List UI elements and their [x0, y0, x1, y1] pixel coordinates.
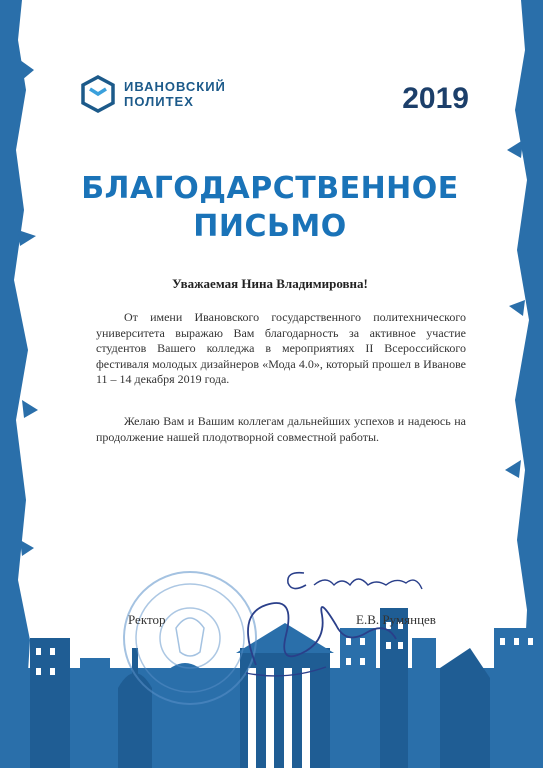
university-logo [78, 74, 226, 114]
body-paragraph-2: Желаю Вам и Вашим коллегам дальнейших успехов и надеюсь на продолжение нашей плодотворной совместной работы. [96, 414, 466, 444]
title-line-2: ПИСЬМО [193, 209, 347, 244]
logo-line-1: ИВАНОВСКИЙ [124, 79, 226, 94]
title-line-1: БЛАГОДАРСТВЕННОЕ [81, 171, 459, 206]
signatory-position: Ректор [128, 612, 166, 627]
signatory-name: Е.В. Румянцев [356, 612, 436, 627]
body-paragraph-1: От имени Ивановского государственного политехнического университета выражаю Вам благодарность за активное участие студентов Вашего колледжа в мероприятиях II Всероссийского фестиваля молодых дизайнеров «Мода 4.0», который прошел в Иванове 11 – 14 декабря 2019 года. [96, 310, 466, 386]
greeting: Уважаемая Нина Владимировна! [172, 276, 368, 291]
year-label: 2019 [402, 82, 469, 115]
logo-line-2: ПОЛИТЕХ [124, 94, 194, 109]
logo-text [124, 79, 226, 109]
document-title [60, 170, 480, 246]
logo-hexagon-icon [78, 74, 118, 114]
